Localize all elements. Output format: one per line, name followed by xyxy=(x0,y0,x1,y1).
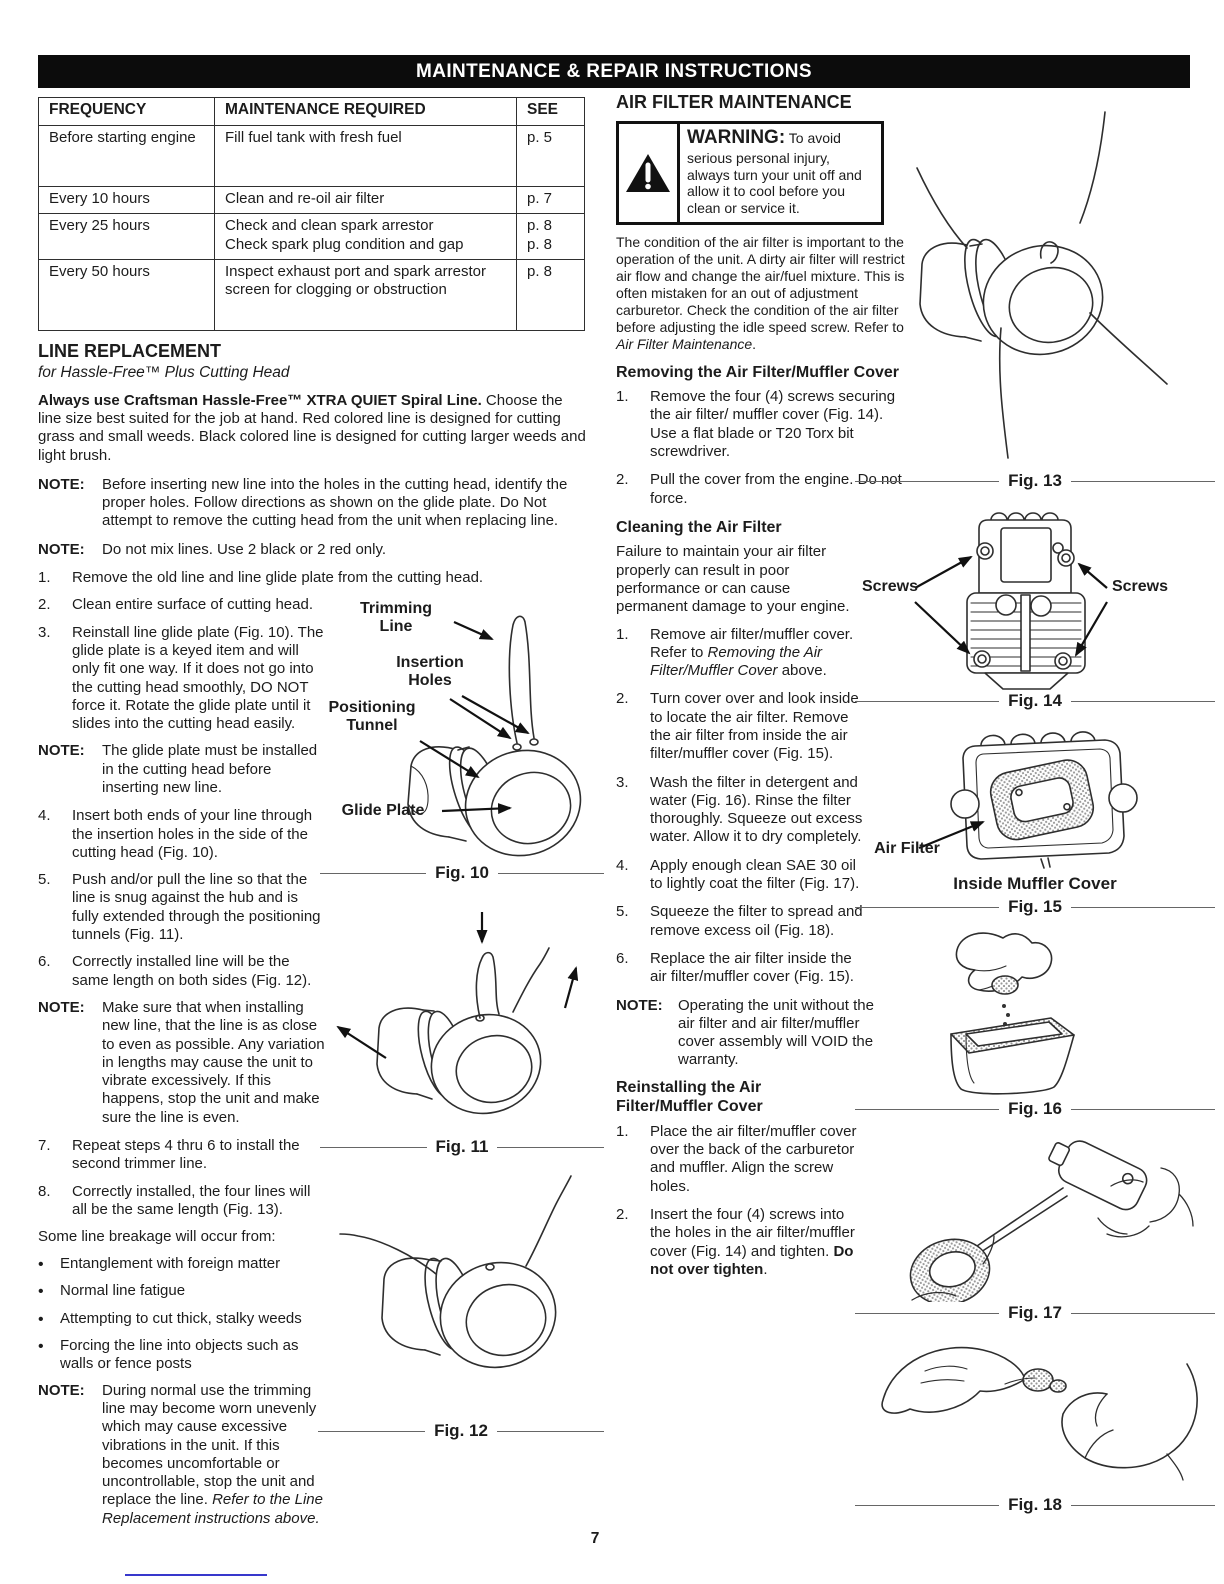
col-header-see: SEE xyxy=(517,98,585,126)
fig10-label-insertion-holes: Insertion Holes xyxy=(396,654,464,689)
bullet-item xyxy=(38,1337,308,1374)
numbered-step xyxy=(616,1123,864,1196)
note-text-regular: During normal use the trimming line may become worn unevenly which may cause excessive vibrations in the unit. If this becomes uncomfortable or uncontrollable, stop the unit and replace the line. xyxy=(102,1381,317,1509)
caption-text: Fig. 12 xyxy=(434,1420,488,1440)
fig11-caption xyxy=(320,1136,604,1158)
table-row xyxy=(39,125,585,186)
step-number: 1. xyxy=(38,569,51,587)
step-number: 6. xyxy=(616,949,629,967)
note-block xyxy=(38,476,586,531)
caption-text: Fig. 13 xyxy=(1008,470,1062,490)
cell-frequency: Every 10 hours xyxy=(39,186,215,213)
cleaning-intro: Failure to maintain your air filter properly can result in poor performance or can cause permanent damage to your engine. xyxy=(616,543,850,616)
caption-rule xyxy=(498,873,604,874)
note-label: NOTE: xyxy=(38,475,85,493)
step-number: 1. xyxy=(616,388,629,406)
note-text xyxy=(102,1382,326,1528)
col-header-maintenance: MAINTENANCE REQUIRED xyxy=(215,98,517,126)
figure-18 xyxy=(855,1322,1215,1516)
caption-rule xyxy=(1071,907,1215,908)
line-replacement-title: LINE REPLACEMENT xyxy=(38,340,222,361)
air-filter-title: AIR FILTER MAINTENANCE xyxy=(616,92,852,112)
warning-body: To avoid serious personal injury, always turn your unit off and allow it to cool before you clean or service it. xyxy=(687,129,862,217)
step-text-regular: Insert the four (4) screws into the holes in the air filter/muffler cover (Fig. 14) and tighten. xyxy=(650,1205,855,1260)
note-block xyxy=(38,999,326,1127)
numbered-step xyxy=(616,950,870,987)
note-block xyxy=(38,742,326,797)
figure-16 xyxy=(855,922,1215,1120)
note-text: Do not mix lines. Use 2 black or 2 red only. xyxy=(102,540,387,558)
page-header-title: MAINTENANCE & REPAIR INSTRUCTIONS xyxy=(415,60,813,82)
bullet-marker: • xyxy=(38,1283,44,1301)
step-number: 2. xyxy=(616,690,629,708)
numbered-step xyxy=(616,690,870,763)
step-text xyxy=(650,1206,864,1279)
caption-rule xyxy=(497,1431,604,1432)
reinstalling-steps xyxy=(616,1123,864,1279)
step-number: 3. xyxy=(38,623,51,641)
numbered-step xyxy=(38,953,326,990)
step-number: 7. xyxy=(38,1137,51,1155)
intro-bold: Always use Craftsman Hassle-Free™ XTRA QUIET Spiral Line. xyxy=(38,391,482,409)
numbered-step xyxy=(38,807,326,862)
fig14-label-screws-right: Screws xyxy=(1111,578,1169,595)
note-text-italic: Refer to the Line Replacement instructions above. xyxy=(102,1491,323,1527)
caption-text: Fig. 17 xyxy=(1008,1302,1062,1322)
step-number: 1. xyxy=(616,625,629,643)
step-text: Wash the filter in detergent and water (Fig. 16). Rinse the filter thoroughly. Squeeze out excess water. Allow it to dry completely. xyxy=(650,773,863,846)
bullet-text: Normal line fatigue xyxy=(60,1282,186,1300)
figure-15 xyxy=(855,716,1215,918)
cell-maintenance: Clean and re-oil air filter xyxy=(215,186,517,213)
fig18-caption xyxy=(855,1494,1215,1516)
step-text: Correctly installed, the four lines will all be the same length (Fig. 13). xyxy=(72,1182,311,1218)
caption-rule xyxy=(1071,701,1215,702)
note-label: NOTE: xyxy=(38,540,85,558)
bullet-marker: • xyxy=(38,1338,44,1356)
caption-text: Fig. 15 xyxy=(1008,896,1062,916)
page-number: 7 xyxy=(590,1530,600,1547)
fig10-label-trimming-line: Trimming Line xyxy=(359,600,432,635)
step-text-italic: Removing the Air Filter/Muffler Cover xyxy=(650,643,823,680)
numbered-step xyxy=(616,1206,864,1279)
step-text: Pull the cover from the engine. Do not force. xyxy=(650,471,902,507)
bullet-text: Entanglement with foreign matter xyxy=(60,1254,281,1272)
step-text: Push and/or pull the line so that the line is snug against the hub and is fully extended through the positioning tunnels (Fig. 11). xyxy=(72,871,321,944)
note-label: NOTE: xyxy=(616,996,663,1014)
table-row xyxy=(39,214,585,260)
numbered-step xyxy=(38,569,586,587)
bullet-item xyxy=(38,1282,308,1302)
fig14-illustration xyxy=(855,508,1215,690)
breakage-intro: Some line breakage will occur from: xyxy=(38,1228,276,1246)
intro-text: Choose the line size best suited for the job at hand. Red colored line is designed for cutting grass and small weeds. Black colored line is designed for cutting larger weeds and light brush. xyxy=(38,391,586,464)
air-intro-text: The condition of the air filter is important to the operation of the unit. A dirty air filter will restrict air flow and change the air/fuel mixture. This is often mistaken for an out of adjustment carburetor. Check the condition of the air filter before adjusting the idle speed screw. Refer to xyxy=(616,233,905,335)
figure-14 xyxy=(855,508,1215,712)
bullet-marker: • xyxy=(38,1255,44,1273)
note-block xyxy=(38,541,586,559)
caption-text: Fig. 16 xyxy=(1008,1098,1062,1118)
bullet-text: Attempting to cut thick, stalky weeds xyxy=(60,1309,302,1327)
bullet-text: Forcing the line into objects such as walls or fence posts xyxy=(60,1337,299,1373)
cleaning-heading: Cleaning the Air Filter xyxy=(616,518,782,536)
line-replacement-subtitle: for Hassle-Free™ Plus Cutting Head xyxy=(38,363,290,381)
bullet-item xyxy=(38,1255,308,1275)
cleaning-steps xyxy=(616,626,870,987)
step-number: 5. xyxy=(616,903,629,921)
table-header-row xyxy=(39,98,585,126)
note-label: NOTE: xyxy=(38,1381,85,1399)
cell-line: Check and clean spark arrestor xyxy=(225,217,434,235)
fig15-label-air-filter: Air Filter xyxy=(874,840,940,857)
cell-see: p. 5 xyxy=(517,125,585,186)
caption-rule xyxy=(1071,1505,1215,1506)
caption-text: Fig. 10 xyxy=(435,862,489,882)
figure-17 xyxy=(855,1126,1215,1324)
numbered-step xyxy=(38,1183,326,1220)
maintenance-table xyxy=(38,97,585,331)
numbered-step xyxy=(38,624,326,734)
step-number: 8. xyxy=(38,1182,51,1200)
removing-cover-heading: Removing the Air Filter/Muffler Cover xyxy=(616,363,899,381)
figure-12 xyxy=(318,1172,604,1442)
cell-line: p. 8 xyxy=(527,235,553,253)
cell-frequency: Every 25 hours xyxy=(39,214,215,260)
caption-rule xyxy=(1071,481,1215,482)
fig10-label-positioning-tunnel: Positioning Tunnel xyxy=(328,699,416,734)
step-number: 4. xyxy=(616,856,629,874)
caption-text: Fig. 18 xyxy=(1008,1494,1062,1514)
figure-11 xyxy=(320,908,604,1158)
cell-see: p. 8 xyxy=(517,259,585,330)
reinstalling-heading: Reinstalling the Air Filter/Muffler Cover xyxy=(616,1078,763,1116)
step-text-regular: above. xyxy=(777,662,827,680)
step-number: 1. xyxy=(616,1122,629,1140)
col-header-frequency: FREQUENCY xyxy=(39,98,215,126)
step-text-bold: Do not over tighten xyxy=(650,1242,854,1278)
numbered-step xyxy=(616,626,870,681)
step-number: 4. xyxy=(38,807,51,825)
step-text: Turn cover over and look inside to locate the air filter. Remove the air filter from inside the air filter/muffler cover (Fig. 15). xyxy=(650,690,859,763)
warning-triangle-icon xyxy=(619,124,680,222)
numbered-step xyxy=(38,871,326,944)
caption-rule xyxy=(855,481,999,482)
fig10-label-glide-plate: Glide Plate xyxy=(341,802,425,819)
fig18-illustration xyxy=(855,1322,1215,1494)
numbered-step xyxy=(616,857,870,894)
step-number: 3. xyxy=(616,773,629,791)
note-text: Before inserting new line into the holes in the cutting head, identify the proper holes. Follow directions as shown on the glide plate. Do Not attempt to remove the cutting head from the unit when replacing line. xyxy=(102,475,568,530)
cell-frequency: Every 50 hours xyxy=(39,259,215,330)
caption-text: Fig. 11 xyxy=(435,1136,489,1156)
fig13-illustration xyxy=(855,98,1215,470)
air-intro-italic: Air Filter Maintenance xyxy=(616,335,753,352)
step-number: 2. xyxy=(616,1205,629,1223)
cell-frequency: Before starting engine xyxy=(39,125,215,186)
bullet-marker: • xyxy=(38,1310,44,1328)
step-text-regular: . xyxy=(763,1260,768,1278)
cell-see xyxy=(517,214,585,260)
step-text: Clean entire surface of cutting head. xyxy=(72,596,313,614)
note-block xyxy=(38,1382,326,1528)
caption-rule xyxy=(320,1147,427,1148)
figure-13 xyxy=(855,98,1215,492)
caption-rule xyxy=(855,1313,999,1314)
page-header xyxy=(38,55,1190,88)
step-text: Replace the air filter inside the air filter/muffler cover (Fig. 15). xyxy=(650,949,854,986)
step-number: 2. xyxy=(38,596,51,614)
caption-rule xyxy=(855,701,999,702)
step-text: Reinstall line glide plate (Fig. 10). The glide plate is a keyed item and will only fit one way. If it does not go into the cutting head smoothly, DO NOT force it. Rotate the glide plate until it slides into the cutting head easily. xyxy=(72,623,324,733)
step-text: Insert both ends of your line through the insertion holes in the side of the cutting head (Fig. 10). xyxy=(72,807,313,861)
fig17-illustration xyxy=(855,1126,1215,1302)
fig10-caption xyxy=(320,862,604,884)
cell-maintenance xyxy=(215,214,517,260)
fig14-caption xyxy=(855,690,1215,712)
table-row xyxy=(39,186,585,213)
fig12-caption xyxy=(318,1420,604,1442)
bullet-item xyxy=(38,1310,308,1330)
line-replacement-intro xyxy=(38,392,586,465)
caption-rule xyxy=(1071,1313,1215,1314)
step-number: 5. xyxy=(38,871,51,889)
numbered-step xyxy=(616,774,870,847)
note-text: Operating the unit without the air filter and air filter/muffler cover assembly will VOID the warranty. xyxy=(678,996,874,1069)
caption-rule xyxy=(318,1431,425,1432)
step-text: Place the air filter/muffler cover over the back of the carburetor and muffler. Align the screw holes. xyxy=(650,1122,857,1195)
warning-box xyxy=(616,121,884,225)
fig15-caption xyxy=(855,896,1215,918)
note-text: The glide plate must be installed in the cutting head before inserting new line. xyxy=(102,742,318,796)
caption-rule xyxy=(1071,1109,1215,1110)
step-text: Squeeze the filter to spread and remove excess oil (Fig. 18). xyxy=(650,903,863,939)
cell-maintenance: Fill fuel tank with fresh fuel xyxy=(215,125,517,186)
caption-rule xyxy=(855,1505,999,1506)
figure-10 xyxy=(320,600,604,884)
air-intro-period: . xyxy=(752,335,757,352)
step-text: Remove the old line and line glide plate from the cutting head. xyxy=(72,569,484,587)
fig13-caption xyxy=(855,470,1215,492)
cell-see: p. 7 xyxy=(517,186,585,213)
note-text: Make sure that when installing new line, that the line is as close to even as possible. Any variation in lengths may cause the unit to vibrate excessively. If this happens, stop the unit and make sure the line is even. xyxy=(102,998,325,1126)
cell-line: p. 8 xyxy=(527,217,553,235)
warning-label: WARNING: xyxy=(687,126,786,148)
numbered-step xyxy=(38,1137,326,1174)
fig17-caption xyxy=(855,1302,1215,1324)
fig14-label-screws-left: Screws xyxy=(861,578,919,595)
cell-line: Check spark plug condition and gap xyxy=(225,235,464,253)
step-text: Repeat steps 4 thru 6 to install the second trimmer line. xyxy=(72,1137,300,1173)
note-label: NOTE: xyxy=(38,742,85,760)
fig16-illustration xyxy=(855,922,1215,1098)
note-label: NOTE: xyxy=(38,998,85,1016)
step-number: 6. xyxy=(38,953,51,971)
step-number: 2. xyxy=(616,471,629,489)
fig11-illustration xyxy=(320,908,604,1136)
step-text: Apply enough clean SAE 30 oil to lightly coat the filter (Fig. 17). xyxy=(650,856,860,893)
fig16-caption xyxy=(855,1098,1215,1120)
caption-rule xyxy=(320,873,426,874)
caption-rule xyxy=(855,907,999,908)
table-row xyxy=(39,259,585,330)
footer-blue-line xyxy=(125,1574,267,1576)
fig12-illustration xyxy=(318,1172,604,1420)
caption-text: Fig. 14 xyxy=(1008,690,1062,710)
step-text: Correctly installed line will be the same length on both sides (Fig. 12). xyxy=(72,953,312,989)
warning-text xyxy=(680,124,881,222)
caption-rule xyxy=(497,1147,604,1148)
step-text: Remove the four (4) screws securing the air filter/ muffler cover (Fig. 14). Use a flat blade or T20 Torx bit screwdriver. xyxy=(650,388,896,460)
cell-maintenance: Inspect exhaust port and spark arrestor screen for clogging or obstruction xyxy=(215,259,517,330)
step-text xyxy=(650,626,870,681)
caption-rule xyxy=(855,1109,999,1110)
note-block xyxy=(616,997,874,1070)
step-text-regular: Remove air filter/muffler cover. Refer to xyxy=(650,625,854,661)
numbered-step xyxy=(616,903,870,940)
fig15-sublabel: Inside Muffler Cover xyxy=(953,874,1117,893)
